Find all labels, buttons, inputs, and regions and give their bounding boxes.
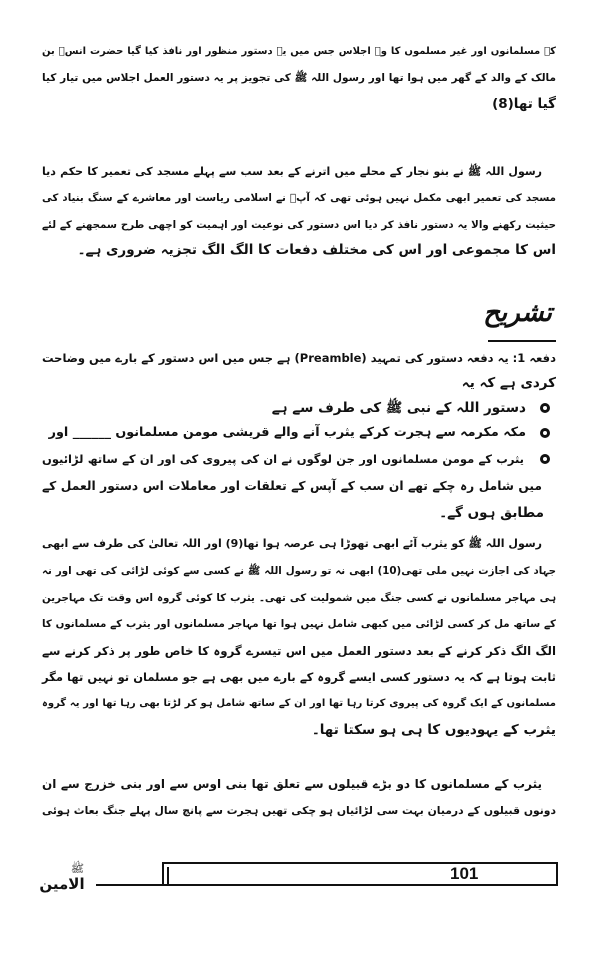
bullet-item: دستور اللہ کے نبی ﷺ کی طرف سے ہے	[271, 400, 526, 416]
text-line: حیثیت رکھنے والا یہ دستور نافذ کر دیا اس دستور کی نوعیت اور اہمیت کو اچھی طرح سمجھنے کے لئے	[42, 219, 556, 231]
text-line: ثابت ہوتا ہے کہ یہ دستور کسی ایسے گروہ کے بارے میں بھی ہے جو مسلمان تو نہیں تھا مگر	[42, 670, 556, 684]
clause-line: کردی ہے کہ یہ	[461, 375, 556, 391]
text-line: کے ساتھ مل کر کسی لڑائی میں کبھی شامل نہیں ہوا تھا مہاجر مسلمانوں اور یثرب کے مسلمانوں کا	[42, 618, 556, 630]
text-line: رسول اللہ ﷺ نے بنو نجار کے محلے میں اترنے کے بعد سب سے پہلے مسجد کی تعمیر کا حکم دیا	[42, 165, 542, 178]
bullet-item: مکہ مکرمہ سے ہجرت کرکے یثرب آنے والے قریشی مومن مسلمانوں ______ اور	[48, 425, 526, 440]
heading-underline	[488, 340, 556, 342]
bullet-item-continuation: مطابق ہوں گے۔	[439, 505, 544, 521]
bullet-item: یثرب کے مومن مسلمانوں اور جن لوگوں نے ان کی پیروی کی اور ان کے ساتھ لڑائیوں	[42, 452, 524, 466]
text-line: یثرب کے یہودیوں کا ہی ہو سکتا تھا۔	[311, 722, 556, 738]
text-line: مالک کے والد کے گھر میں ہوا تھا اور رسول اللہ ﷺ کی تجویز پر یہ دستور العمل اجلاس میں تیار کیا	[42, 72, 556, 84]
text-line: دونوں قبیلوں کے درمیان بہت سی لڑائیاں ہو چکی تھیں ہجرت سے پانچ سال پہلے جنگ بعاث ہوئی	[42, 804, 556, 817]
text-line: گیا تھا(8)	[492, 96, 556, 112]
text-line: اس کا مجموعی اور اس کی مختلف دفعات کا الگ الگ تجزیہ ضروری ہے۔	[77, 242, 556, 258]
publisher-logo	[34, 862, 90, 894]
text-line: جہاد کی اجازت نہیں ملی تھی(10) ابھی نہ تو رسول اللہ ﷺ نے کسی سے کوئی لڑائی کی تھی اور نہ	[42, 565, 556, 577]
text-line: مسلمانوں کے ایک گروہ کی پیروی کرتا رہا تھا اور ان کے ساتھ شامل ہو کر لڑتا بھی رہا تھا اور یہ گروہ	[42, 698, 556, 709]
text-line: الگ الگ ذکر کرنے کے بعد دستور العمل میں اس تیسرے گروہ کا خاص طور پر ذکر کرنے سے	[42, 644, 556, 658]
footer-rule	[96, 884, 558, 886]
bullet-icon	[540, 403, 550, 413]
clause-line: دفعہ 1: یہ دفعہ دستور کی تمہید (Preamble) ہے جس میں اس دستور کے بارے میں وضاحت	[42, 351, 556, 365]
logo-text: الامین	[39, 875, 85, 893]
footer-frame	[162, 862, 558, 886]
honorific-glyph: ﷺ	[70, 862, 84, 875]
text-line: کے مسلمانوں اور غیر مسلموں کا وہ اجلاس جس میں یہ دستور منظور اور نافذ کیا گیا حضرت انسؓ بن	[42, 46, 556, 57]
page-number: 101	[450, 864, 479, 883]
bullet-icon	[540, 428, 550, 438]
bullet-item-continuation: میں شامل رہ چکے تھے ان سب کے آپس کے تعلقات اور معاملات اس دستور العمل کے	[42, 479, 542, 493]
text-line: ہی مہاجر مسلمانوں نے کسی جنگ میں شمولیت کی تھی۔ یثرب کا کوئی گروہ اس وقت تک مہاجرین	[42, 592, 556, 604]
text-line: مسجد کی تعمیر ابھی مکمل نہیں ہوئی تھی کہ آپؐ نے اسلامی ریاست اور معاشرے کے سنگ بنیاد کی	[42, 192, 556, 204]
text-line: یثرب کے مسلمانوں کا دو بڑے قبیلوں سے تعلق تھا بنی اوس سے اور بنی خزرج سے ان	[42, 777, 542, 791]
section-heading: تشریح	[483, 298, 552, 328]
text-line: رسول اللہ ﷺ کو یثرب آئے ابھی تھوڑا ہی عرصہ ہوا تھا(9) اور اللہ تعالیٰ کی طرف سے ابھی	[42, 537, 542, 550]
bullet-icon	[540, 454, 550, 464]
